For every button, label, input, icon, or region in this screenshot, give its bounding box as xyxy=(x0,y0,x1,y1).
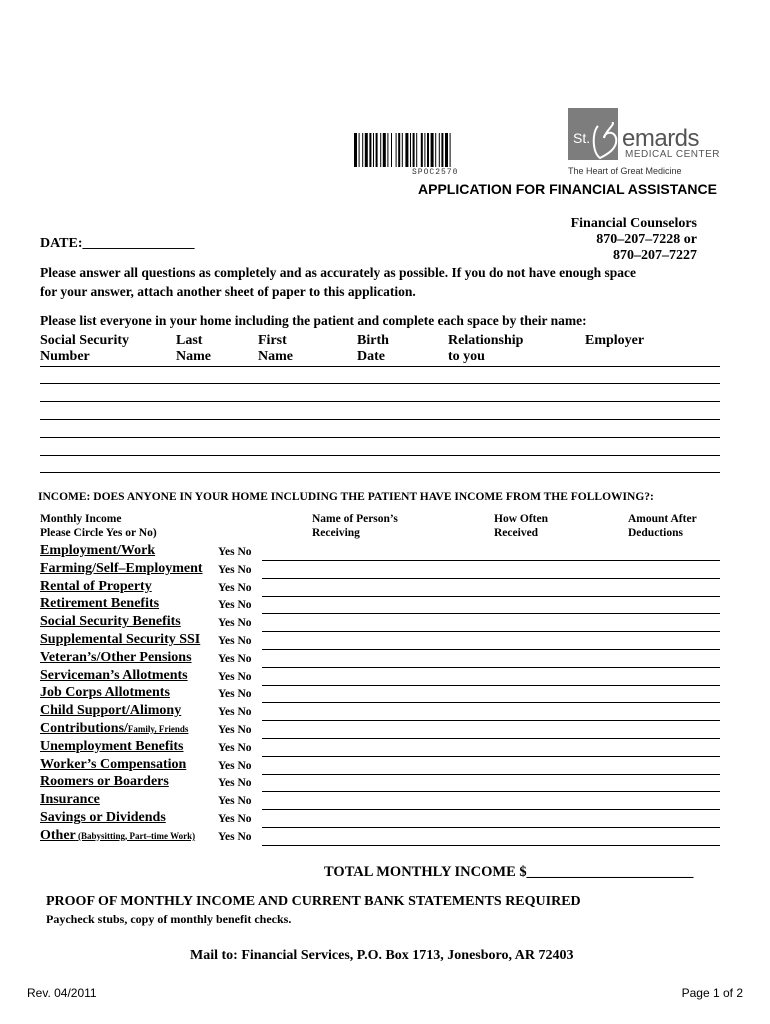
household-line[interactable] xyxy=(40,401,720,402)
yes-no-choice[interactable]: Yes No xyxy=(218,670,252,683)
income-source-name: Other xyxy=(40,827,76,843)
income-source-label xyxy=(40,543,155,559)
proof-heading: PROOF OF MONTHLY INCOME AND CURRENT BANK STATEMENTS REQUIRED xyxy=(46,894,581,909)
col-last-name: Last Name xyxy=(176,333,211,364)
household-line[interactable] xyxy=(40,366,720,367)
income-source-label xyxy=(40,721,188,737)
logo-tagline: The Heart of Great Medicine xyxy=(568,166,682,176)
col-monthly-income: Monthly Income Please Circle Yes or No) xyxy=(40,513,157,539)
household-prompt: Please list everyone in your home including the patient and complete each space by their name: xyxy=(40,313,587,328)
income-source-label xyxy=(40,703,181,719)
total-monthly-income[interactable]: TOTAL MONTHLY INCOME $_______________________ xyxy=(324,864,694,880)
income-source-name: Contributions/ xyxy=(40,721,128,736)
yes-no-choice[interactable]: Yes No xyxy=(218,813,252,825)
income-source-label xyxy=(40,828,195,844)
income-entry-line[interactable] xyxy=(262,596,720,597)
yes-no-choice[interactable]: Yes No xyxy=(218,635,252,647)
col-amount: Amount After Deductions xyxy=(628,513,697,539)
barcode xyxy=(354,133,522,167)
income-source-label xyxy=(40,668,188,684)
income-source-name: Rental of Property xyxy=(40,578,152,594)
yes-no-choice[interactable]: Yes No xyxy=(218,830,252,843)
income-entry-line[interactable] xyxy=(262,827,720,828)
income-entry-line[interactable] xyxy=(262,791,720,792)
col-employer: Employer xyxy=(585,333,645,348)
income-entry-line[interactable] xyxy=(262,560,720,561)
proof-subtext: Paycheck stubs, copy of monthly benefit checks. xyxy=(46,912,292,926)
income-source-name: Worker’s Compensation xyxy=(40,756,187,772)
heart-b-icon xyxy=(590,122,620,160)
logo-st: St. xyxy=(573,130,591,146)
income-entry-line[interactable] xyxy=(262,685,720,686)
income-source-name: Serviceman’s Allotments xyxy=(40,667,188,683)
income-source-label xyxy=(40,596,159,612)
col-relationship: Relationship to you xyxy=(448,333,524,364)
income-entry-line[interactable] xyxy=(262,720,720,721)
income-entry-line[interactable] xyxy=(262,631,720,632)
page-number: Page 1 of 2 xyxy=(681,986,743,1000)
income-source-label xyxy=(40,579,152,595)
income-entry-line[interactable] xyxy=(262,702,720,703)
yes-no-choice[interactable]: Yes No xyxy=(218,581,252,594)
income-entry-line[interactable] xyxy=(262,667,720,668)
income-entry-line[interactable] xyxy=(262,845,720,846)
col-person-receiving: Name of Person’s Receiving xyxy=(312,513,398,539)
income-source-name: Retirement Benefits xyxy=(40,596,160,612)
barcode-number: SPOC2570 xyxy=(412,168,459,177)
household-line[interactable] xyxy=(40,455,720,456)
income-source-label xyxy=(40,650,192,666)
income-source-label xyxy=(40,632,200,648)
yes-no-choice[interactable]: Yes No xyxy=(218,599,252,612)
income-entry-line[interactable] xyxy=(262,578,720,579)
mail-to-address: Mail to: Financial Services, P.O. Box 1713, Jonesboro, AR 72403 xyxy=(190,948,574,963)
yes-no-choice[interactable]: Yes No xyxy=(218,546,252,558)
yes-no-choice[interactable]: Yes No xyxy=(218,724,252,736)
income-source-name: Veteran’s/Other Pensions xyxy=(40,649,192,665)
yes-no-choice[interactable]: Yes No xyxy=(218,741,252,754)
income-source-name: Savings or Dividends xyxy=(40,810,166,825)
income-source-name: Roomers or Boarders xyxy=(40,774,169,790)
instructions-line-2: for your answer, attach another sheet of paper to this application. xyxy=(40,284,416,299)
date-field[interactable]: DATE:________________ xyxy=(40,236,195,251)
yes-no-choice[interactable]: Yes No xyxy=(218,706,252,719)
yes-no-choice[interactable]: Yes No xyxy=(218,759,252,772)
household-line[interactable] xyxy=(40,472,720,473)
income-entry-line[interactable] xyxy=(262,774,720,775)
form-title: APPLICATION FOR FINANCIAL ASSISTANCE xyxy=(418,181,717,197)
income-heading: INCOME: DOES ANYONE IN YOUR HOME INCLUDING THE PATIENT HAVE INCOME FROM THE FOLLOWING?: xyxy=(38,491,654,503)
income-source-name: Child Support/Alimony xyxy=(40,703,182,719)
col-ssn: Social Security Number xyxy=(40,333,130,364)
household-line[interactable] xyxy=(40,383,720,384)
logo-name: emards xyxy=(622,125,700,152)
income-entry-line[interactable] xyxy=(262,613,720,614)
income-entry-line[interactable] xyxy=(262,738,720,739)
income-source-label xyxy=(40,774,169,790)
instructions-line-1: Please answer all questions as completely and as accurately as possible. If you do not have enough space xyxy=(40,265,637,280)
income-source-name: Job Corps Allotments xyxy=(40,685,170,701)
income-source-name: Supplemental Security SSI xyxy=(40,632,201,647)
yes-no-choice[interactable]: Yes No xyxy=(218,652,252,665)
income-source-label xyxy=(40,792,100,808)
income-entry-line[interactable] xyxy=(262,649,720,650)
income-source-label xyxy=(40,757,186,773)
income-source-label xyxy=(40,614,181,630)
counselors-phone-2: 870–207–7227 xyxy=(613,248,697,263)
income-source-note: Family, Friends xyxy=(127,724,189,734)
income-entry-line[interactable] xyxy=(262,756,720,757)
col-how-often: How Often Received xyxy=(494,513,548,539)
yes-no-choice[interactable]: Yes No xyxy=(218,777,252,790)
logo-subtitle: MEDICAL CENTER xyxy=(625,149,720,160)
income-source-label xyxy=(40,561,203,577)
counselors-heading: Financial Counselors xyxy=(570,216,697,231)
yes-no-choice[interactable]: Yes No xyxy=(218,563,252,576)
revision-date: Rev. 04/2011 xyxy=(27,986,97,1000)
income-source-label xyxy=(40,810,166,826)
yes-no-choice[interactable]: Yes No xyxy=(218,617,252,630)
household-line[interactable] xyxy=(40,419,720,420)
income-entry-line[interactable] xyxy=(262,809,720,810)
income-source-label xyxy=(40,739,184,755)
income-source-name: Unemployment Benefits xyxy=(40,738,184,754)
income-source-note: (Babysitting, Part–time Work) xyxy=(75,830,196,841)
household-line[interactable] xyxy=(40,437,720,438)
income-source-name: Employment/Work xyxy=(40,543,156,558)
income-source-label xyxy=(40,685,170,701)
yes-no-choice[interactable]: Yes No xyxy=(218,795,252,808)
col-first-name: First Name xyxy=(258,333,293,364)
yes-no-choice[interactable]: Yes No xyxy=(218,688,252,701)
col-birth-date: Birth Date xyxy=(357,333,389,364)
income-source-name: Farming/Self–Employment xyxy=(40,560,203,576)
income-source-name: Insurance xyxy=(40,792,100,808)
counselors-phone-1: 870–207–7228 or xyxy=(596,232,697,247)
income-source-name: Social Security Benefits xyxy=(40,614,181,630)
